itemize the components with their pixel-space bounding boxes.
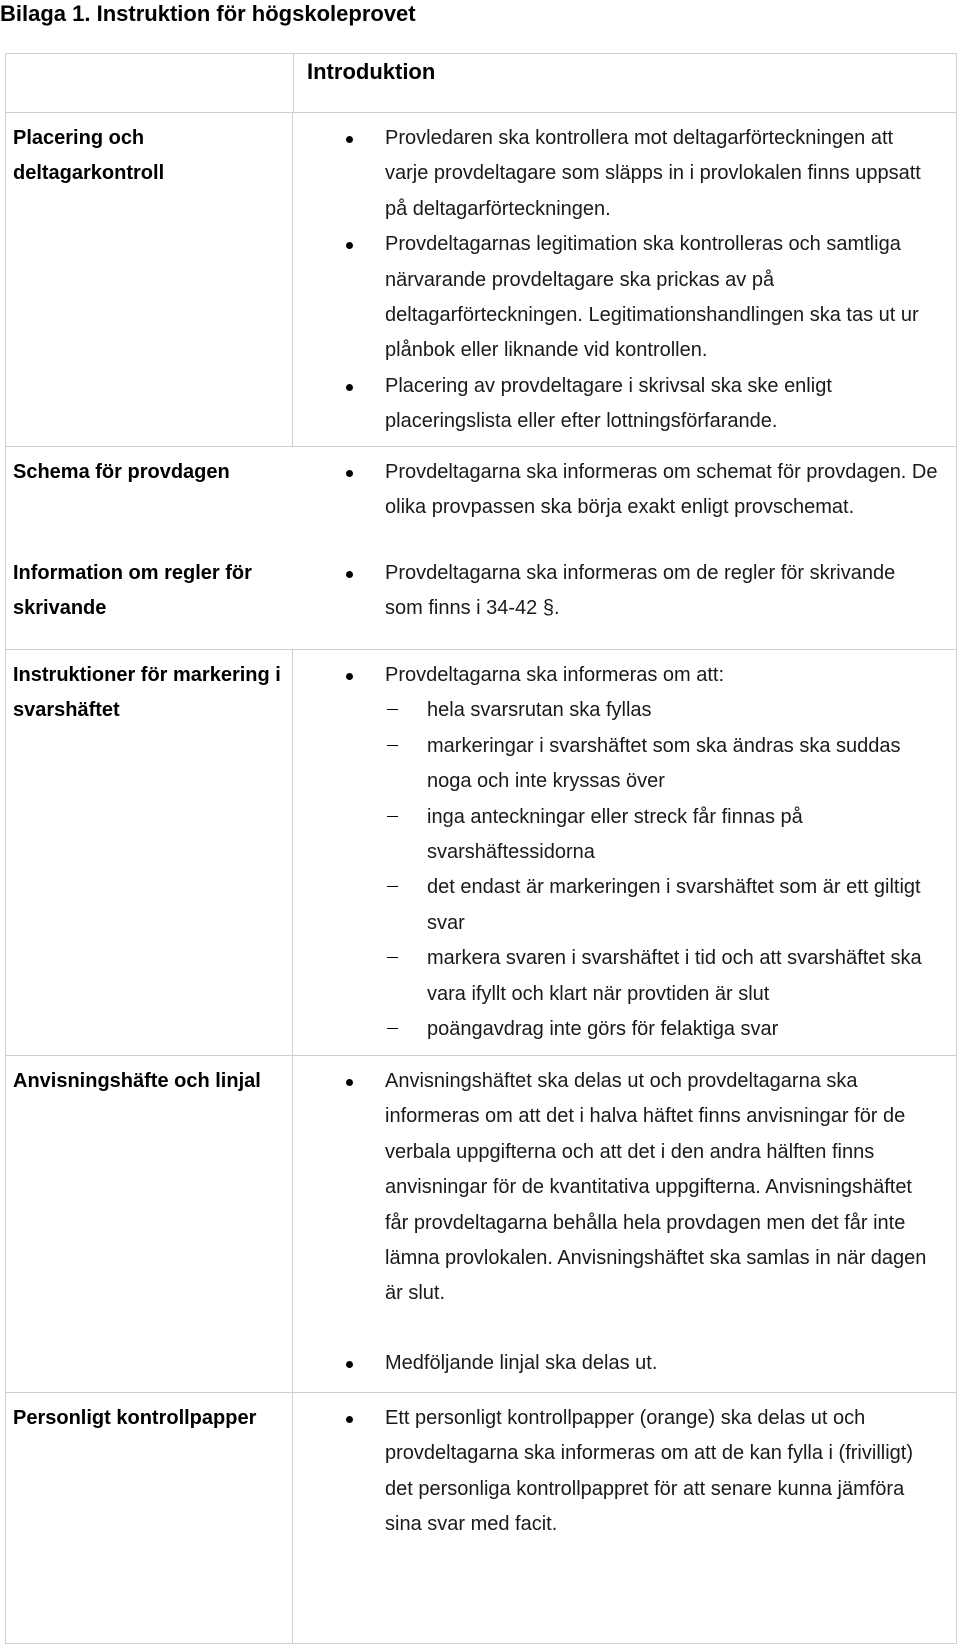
bullet-item: Anvisningshäftet ska delas ut och provdeltagarna ska informeras om att det i halva häftet finns anvisningar för de verbala uppgifterna och att det i den andra hälften finns anvisningar för de kvantitativa uppgifterna. Anvisningshäftet får provdeltagarna behålla hela provdagen men det får inte lämna provlokalen. Anvisningshäftet ska samlas in när dagen är slut. <box>293 1064 938 1312</box>
row-content <box>293 548 956 649</box>
row-label: Placering och deltagarkontroll <box>6 113 293 446</box>
table-row <box>6 113 956 447</box>
row-label: Schema för provdagen <box>13 461 230 483</box>
dash-item: hela svarsrutan ska fyllas <box>385 693 938 728</box>
instruction-table <box>5 53 957 1644</box>
row-label: Information om regler för skrivande <box>13 562 252 619</box>
row-content <box>293 650 956 1055</box>
bullet-item: Placering av provdeltagare i skrivsal ska ske enligt placeringslista eller efter lottningsförfarande. <box>293 369 938 440</box>
row-label: Instruktioner för markering i svarshäftet <box>6 650 293 1055</box>
dash-item: det endast är markeringen i svarshäftet som är ett giltigt svar <box>385 870 938 941</box>
table-row <box>6 1056 956 1393</box>
bullet-item-text: Provdeltagarna ska informeras om att: <box>385 664 725 686</box>
table-row <box>6 650 956 1056</box>
dash-item: inga anteckningar eller streck får finnas på svarshäftessidorna <box>385 800 938 871</box>
row-content <box>293 113 956 446</box>
dash-item: markeringar i svarshäftet som ska ändras ska suddas noga och inte kryssas över <box>385 729 938 800</box>
dash-list <box>385 693 938 1047</box>
bullet-item: Provdeltagarna ska informeras om de regler för skrivande som finns i 34-42 §. <box>293 556 938 627</box>
row-label: Personligt kontrollpapper <box>6 1393 293 1643</box>
table-row <box>6 447 956 548</box>
table-row <box>6 548 956 650</box>
table-header: Introduktion <box>293 54 956 113</box>
bullet-item <box>293 658 938 1047</box>
dash-item: poängavdrag inte görs för felaktiga svar <box>385 1012 938 1047</box>
page-title: Bilaga 1. Instruktion för högskoleprovet <box>0 1 416 26</box>
row-content <box>293 447 956 548</box>
bullet-item: Medföljande linjal ska delas ut. <box>293 1346 938 1381</box>
row-content <box>293 1056 956 1392</box>
bullet-item: Provdeltagarnas legitimation ska kontrolleras och samtliga närvarande provdeltagare ska prickas av på deltagarförteckningen. Legitimationshandlingen ska tas ut ur plånbok eller liknande vid kontrollen. <box>293 227 938 369</box>
bullet-item: Provdeltagarna ska informeras om schemat för provdagen. De olika provpassen ska börja exakt enligt provschemat. <box>293 455 938 526</box>
row-content <box>293 1393 956 1643</box>
bullet-item: Provledaren ska kontrollera mot deltagarförteckningen att varje provdeltagare som släpps in i provlokalen finns uppsatt på deltagarförteckningen. <box>293 121 938 227</box>
table-header-row <box>6 54 956 113</box>
bullet-item: Ett personligt kontrollpapper (orange) ska delas ut och provdeltagarna ska informeras om att de kan fylla i (frivilligt) det personliga kontrollpappret för att senare kunna jämföra sina svar med facit. <box>293 1401 938 1543</box>
dash-item: markera svaren i svarshäftet i tid och att svarshäftet ska vara ifyllt och klart när provtiden är slut <box>385 941 938 1012</box>
row-label: Anvisningshäfte och linjal <box>6 1056 293 1392</box>
table-row <box>6 1393 956 1643</box>
